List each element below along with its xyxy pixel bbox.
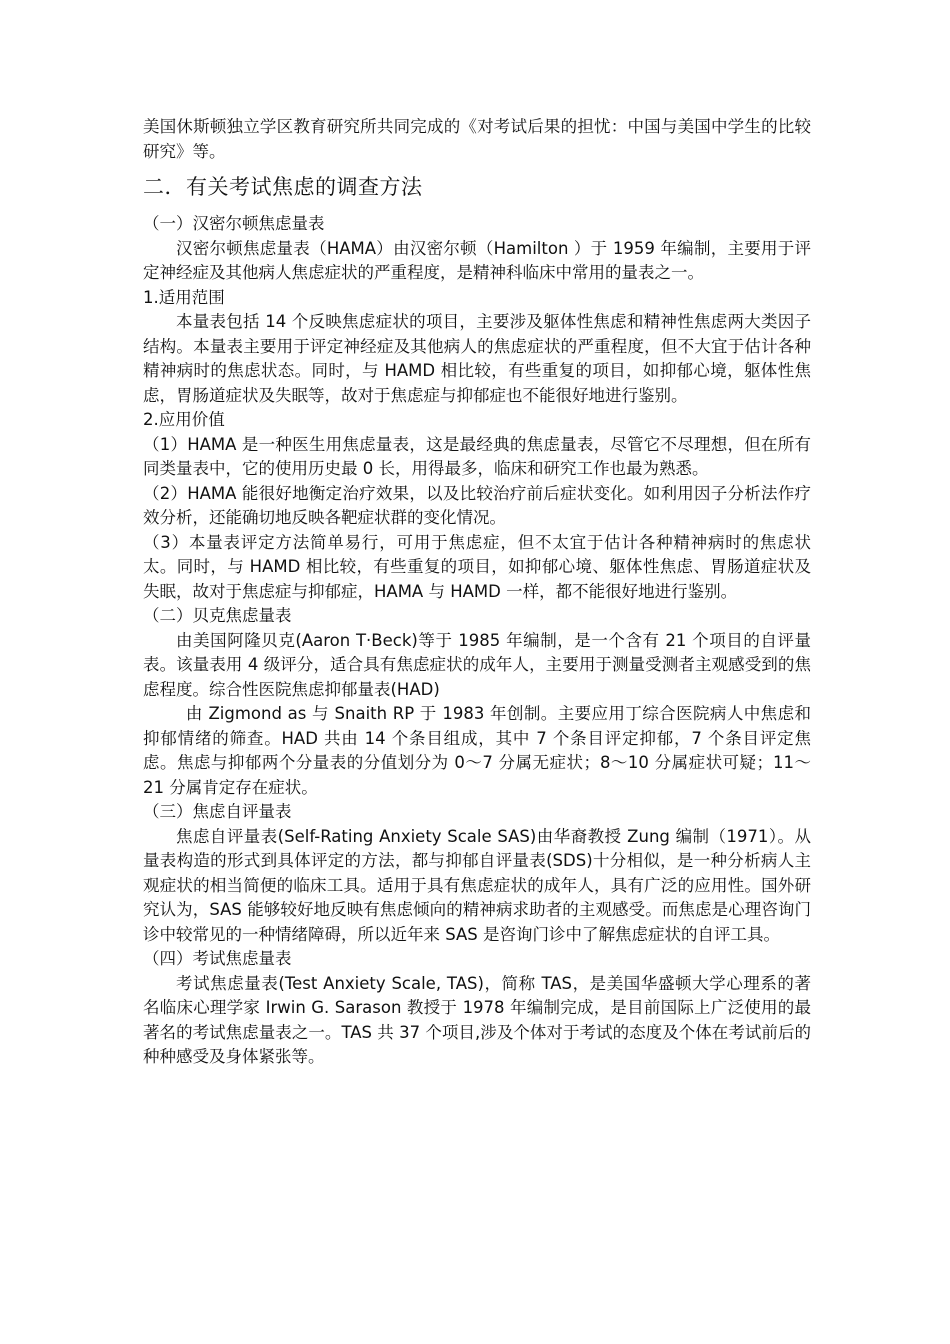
value-paragraph-2: （2）HAMA 能很好地衡定治疗效果，以及比较治疗前后症状变化。如利用因子分析法作疗效分析，还能确切地反映各靶症状群的变化情况。 [143,483,811,527]
hama-intro-paragraph: 汉密尔顿焦虑量表（HAMA）由汉密尔顿（Hamilton ）于 1959 年编制，主要用于评定神经症及其他病人焦虑症状的严重程度，是精神科临床中常用的量表之一。 [143,238,811,282]
section-title: 二．有关考试焦虑的调查方法 [143,175,423,199]
subsection-title-beck: （二）贝克焦虑量表 [143,606,292,625]
sas-paragraph: 焦虑自评量表(Self-Rating Anxiety Scale SAS)由华裔教授 Zung 编制（1971）。从量表构造的形式到具体评定的方法，都与抑郁自评量表(SDS)十分相似，是一种分析病人主观症状的相当简便的临床工具。适用于具有焦虑症状的成年人，具有广泛的应用性。国外研究认为，SAS 能够较好地反映有焦虑倾向的精神病求助者的主观感受。而焦虑是心理咨询门诊中较常见的一种情绪障碍，所以近年来 SAS 是咨询门诊中了解焦虑症状的自评工具。 [143,826,811,944]
heading-scope: 1.适用范围 [143,287,225,307]
subsection-title-tas: （四）考试焦虑量表 [143,949,292,968]
value-paragraph-3: （3）本量表评定方法简单易行，可用于焦虑症，但不太宜于估计各种精神病时的焦虑状太。同时，与 HAMD 相比较，有些重复的项目，如抑郁心境、躯体性焦虑、胃肠道症状及失眠，故对于焦虑症与抑郁症，HAMA 与 HAMD 一样，都不能很好地进行鉴别。 [143,532,811,601]
heading-value: 2.应用价值 [143,410,225,429]
subsection-title-hama: （一）汉密尔顿焦虑量表 [143,214,325,233]
intro-paragraph: 美国休斯顿独立学区教育研究所共同完成的《对考试后果的担忧：中国与美国中学生的比较研究》等。 [143,117,811,161]
beck-paragraph: 由美国阿隆贝克(Aaron T·Beck)等于 1985 年编制，是一个含有 21 个项目的自评量表。该量表用 4 级评分，适合具有焦虑症状的成年人，主要用于测量受测者主观感受到的焦虑程度。综合性医院焦虑抑郁量表(HAD) [143,630,811,699]
document-page [143,115,811,1070]
had-paragraph: 由 Zigmond as 与 Snaith RP 于 1983 年创制。主要应用丁综合医院病人中焦虑和抑郁情绪的筛查。HAD 共由 14 个条目组成，其中 7 个条目评定抑郁，7 个条目评定焦虑。焦虑与抑郁两个分量表的分值划分为 0～7 分属无症状；8～10 分属症状可疑；11～21 分属肯定存在症状。 [143,704,811,797]
scope-paragraph: 本量表包括 14 个反映焦虑症状的项目，主要涉及躯体性焦虑和精神性焦虑两大类因子结构。本量表主要用于评定神经症及其他病人的焦虑症状的严重程度，但不大宜于估计各种精神病时的焦虑状态。同时，与 HAMD 相比较，有些重复的项目，如抑郁心境，躯体性焦虑，胃肠道症状及失眠等，故对于焦虑症与抑郁症也不能很好地进行鉴别。 [143,312,811,405]
tas-paragraph: 考试焦虑量表(Test Anxiety Scale, TAS)，简称 TAS，是美国华盛顿大学心理系的著名临床心理学家 Irwin G. Sarason 教授于 1978 年编制完成，是目前国际上广泛使用的最著名的考试焦虑量表之一。TAS 共 37 个项目,涉及个体对于考试的态度及个体在考试前后的种种感受及身体紧张等。 [143,973,811,1066]
subsection-title-sas: （三）焦虑自评量表 [143,802,292,821]
value-paragraph-1: （1）HAMA 是一种医生用焦虑量表，这是最经典的焦虑量表，尽管它不尽理想，但在所有同类量表中，它的使用历史最 0 长，用得最多，临床和研究工作也最为熟悉。 [143,434,811,478]
